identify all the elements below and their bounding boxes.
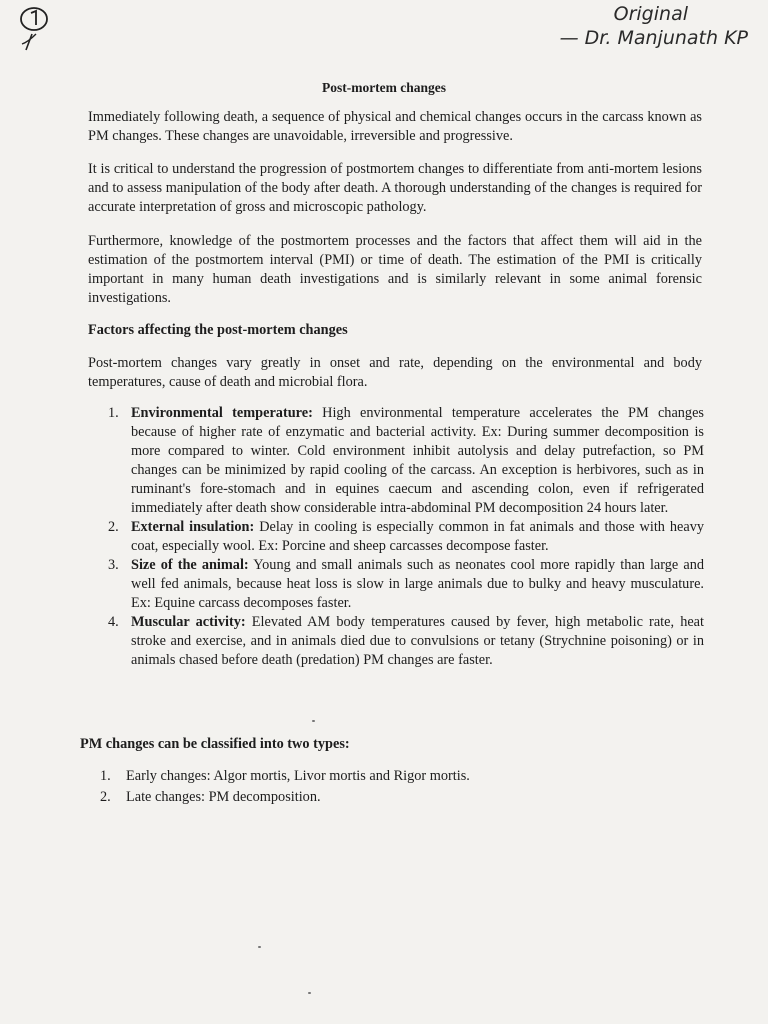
factor-text: High environmental temperature accelerates the PM changes because of higher rate of enzymatic and bacterial activity. Ex: During summer decomposition is more compared to winter. Cold environment inhibit autolysis and delay putrefaction, so PM changes can be minimized by rapid cooling of the carcass. An exception is herbivores, such as in ruminant's fore-stomach and in equines caecum and ascending colon, even if refrigerated immediately after death show considerable intra-abdominal PM decomposition 24 hours later. — [131, 405, 704, 516]
factor-label: Environmental temperature: — [131, 405, 313, 421]
type-text: Late changes: PM decomposition. — [126, 789, 321, 805]
type-item — [100, 766, 660, 787]
factor-label: Size of the animal: — [131, 557, 249, 573]
handwritten-note-line-1: Original — [613, 3, 688, 25]
factors-intro: Post-mortem changes vary greatly in onset and rate, depending on the environmental and body temperatures, cause of death and microbial flora. — [88, 355, 702, 390]
factor-text: Delay in cooling is especially common in fat animals and those with heavy coat, especially wool. Ex: Porcine and sheep carcasses decompose faster. — [131, 519, 704, 554]
factor-item — [88, 404, 704, 518]
intro-paragraph-1: Immediately following death, a sequence of physical and chemical changes occurs in the carcass known as PM changes. These changes are unavoidable, irreversible and progressive. — [88, 109, 702, 144]
factor-number: 3. — [108, 557, 119, 573]
factors-heading: Factors affecting the post-mortem changes — [88, 322, 348, 338]
scan-speck — [312, 720, 315, 722]
intro-paragraph-2: It is critical to understand the progression of postmortem changes to differentiate from anti-mortem lesions and to assess manipulation of the body after death. A thorough understanding of the changes is required for accurate interpretation of gross and microscopic pathology. — [88, 161, 702, 215]
scan-speck — [308, 992, 311, 994]
handwritten-note-line-2: — Dr. Manjunath KP — [559, 27, 748, 49]
type-item — [100, 787, 660, 808]
circled-number-mark — [14, 4, 54, 56]
factor-item — [88, 613, 704, 670]
intro-paragraph-3: Furthermore, knowledge of the postmortem processes and the factors that affect them will aid in the estimation of the postmortem interval (PMI) or time of death. The estimation of the PMI is critically important in many human death investigations and is similarly relevant in some animal forensic investigations. — [88, 233, 702, 306]
type-number: 1. — [100, 768, 111, 784]
handwritten-note — [528, 2, 748, 50]
factors-list — [88, 404, 704, 670]
scan-speck — [258, 946, 261, 948]
document-title: Post-mortem changes — [321, 80, 447, 95]
factor-label: Muscular activity: — [131, 614, 246, 630]
factor-number: 2. — [108, 519, 119, 535]
factor-item — [88, 518, 704, 556]
factor-label: External insulation: — [131, 519, 255, 535]
factor-number: 1. — [108, 405, 119, 421]
factor-number: 4. — [108, 614, 119, 630]
types-heading: PM changes can be classified into two types: — [80, 736, 350, 752]
factor-text: Young and small animals such as neonates cool more rapidly than large and well fed animals, because heat loss is slow in large animals due to bulky and heavy musculature. Ex: Equine carcass decomposes faster. — [131, 557, 705, 611]
type-text: Early changes: Algor mortis, Livor mortis and Rigor mortis. — [126, 768, 470, 784]
types-list — [100, 766, 660, 808]
type-number: 2. — [100, 789, 111, 805]
factor-text: Elevated AM body temperatures caused by fever, high metabolic rate, heat stroke and exercise, and in animals died due to convulsions or tetany (Strychnine poisoning) or in animals chased before death (predation) PM changes are faster. — [131, 614, 705, 668]
factor-item — [88, 556, 704, 613]
